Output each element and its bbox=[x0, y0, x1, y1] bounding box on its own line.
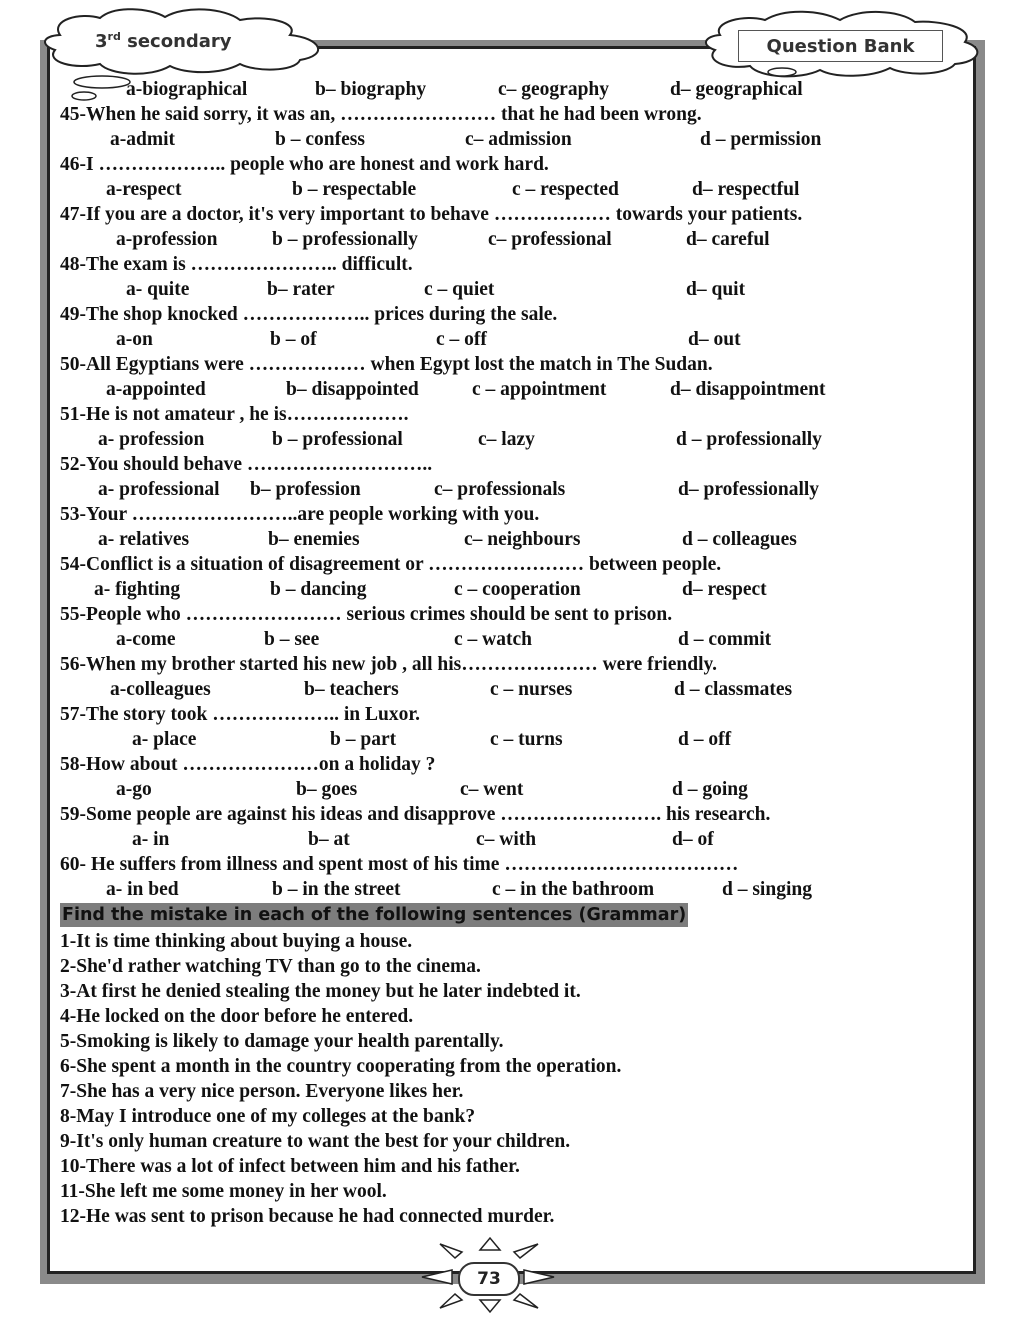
answer-option: b– rater bbox=[267, 279, 335, 300]
options-row bbox=[60, 277, 960, 302]
answer-option: b– goes bbox=[296, 779, 358, 800]
options-row bbox=[60, 727, 960, 752]
answer-option: a- quite bbox=[126, 279, 190, 300]
answer-option: b – professionally bbox=[272, 229, 418, 250]
answer-option: d– geographical bbox=[670, 79, 803, 100]
answer-option: b– profession bbox=[250, 479, 361, 500]
answer-option: b – confess bbox=[275, 129, 365, 150]
answer-option: c– geography bbox=[498, 79, 610, 100]
question-stem: 45-When he said sorry, it was an, …………………… that he had been wrong. bbox=[60, 104, 702, 125]
options-row bbox=[60, 177, 960, 202]
question-stem: 55-People who …………………… serious crimes should be sent to prison. bbox=[60, 604, 673, 625]
answer-option: a-come bbox=[116, 629, 176, 650]
options-row bbox=[60, 127, 960, 152]
answer-option: d – singing bbox=[722, 879, 812, 900]
answer-option: c – watch bbox=[454, 629, 532, 650]
answer-option: c – quiet bbox=[424, 279, 495, 300]
ray-bottom-right bbox=[514, 1294, 538, 1308]
level-label: 3rd secondary bbox=[95, 30, 232, 52]
mistake-sentence: 5-Smoking is likely to damage your health parentally. bbox=[60, 1031, 504, 1052]
ray-top-right bbox=[514, 1244, 538, 1258]
ray-bottom bbox=[480, 1300, 500, 1312]
options-row bbox=[60, 377, 960, 402]
answer-option: a-on bbox=[116, 329, 153, 350]
question-stem: 47-If you are a doctor, it's very important to behave ……………… towards your patients. bbox=[60, 204, 803, 225]
question-stem: 56-When my brother started his new job , all his………………… were friendly. bbox=[60, 654, 718, 675]
cloud-right-puff bbox=[768, 68, 796, 76]
answer-option: d – professionally bbox=[676, 429, 822, 450]
answer-option: a- profession bbox=[98, 429, 205, 450]
answer-option: b – of bbox=[270, 329, 317, 350]
answer-option: d– quit bbox=[686, 279, 746, 300]
answer-option: a-colleagues bbox=[110, 679, 211, 700]
answer-option: c – off bbox=[436, 329, 487, 350]
answer-option: b– biography bbox=[315, 79, 427, 100]
answer-option: a- professional bbox=[98, 479, 220, 500]
answer-option: b – in the street bbox=[272, 879, 401, 900]
options-row bbox=[60, 677, 960, 702]
answer-option: d– respect bbox=[682, 579, 767, 600]
answer-option: a-admit bbox=[110, 129, 175, 150]
ray-top-left bbox=[440, 1244, 462, 1258]
answer-option: a-go bbox=[116, 779, 152, 800]
question-stem: 49-The shop knocked ……………….. prices during the sale. bbox=[60, 304, 558, 325]
answer-option: c– professionals bbox=[434, 479, 566, 500]
options-row bbox=[60, 577, 960, 602]
answer-option: d– out bbox=[688, 329, 741, 350]
answer-option: b – dancing bbox=[270, 579, 367, 600]
page-content bbox=[60, 77, 960, 1229]
answer-option: b– teachers bbox=[304, 679, 399, 700]
section-title-row bbox=[60, 902, 960, 929]
answer-option: b – see bbox=[264, 629, 320, 650]
question-bank-badge: Question Bank bbox=[738, 30, 943, 62]
answer-option: d– respectful bbox=[692, 179, 800, 200]
answer-option: d– professionally bbox=[678, 479, 820, 500]
mistake-list bbox=[60, 929, 960, 1229]
answer-option: a-respect bbox=[106, 179, 182, 200]
answer-option: d – permission bbox=[700, 129, 822, 150]
question-stem: 58-How about …………………on a holiday ? bbox=[60, 754, 436, 775]
answer-option: c – appointment bbox=[472, 379, 607, 400]
answer-option: b – part bbox=[330, 729, 397, 750]
answer-option: c – in the bathroom bbox=[492, 879, 655, 900]
question-stem: 59-Some people are against his ideas and disapprove ……………………. his research. bbox=[60, 804, 771, 825]
ray-top bbox=[480, 1238, 500, 1250]
answer-option: d– careful bbox=[686, 229, 770, 250]
options-row bbox=[60, 77, 960, 102]
answer-option: a- relatives bbox=[98, 529, 190, 550]
mcq-list bbox=[60, 77, 960, 902]
question-stem: 53-Your ……………………..are people working with you. bbox=[60, 504, 540, 525]
question-stem: 54-Conflict is a situation of disagreement or …………………… between people. bbox=[60, 554, 722, 575]
mistake-sentence: 11-She left me some money in her wool. bbox=[60, 1181, 387, 1202]
answer-option: d – off bbox=[678, 729, 732, 750]
answer-option: d – commit bbox=[678, 629, 772, 650]
answer-option: c – respected bbox=[512, 179, 619, 200]
question-stem: 50-All Egyptians were ……………… when Egypt lost the match in The Sudan. bbox=[60, 354, 713, 375]
answer-option: b – respectable bbox=[292, 179, 417, 200]
options-row bbox=[60, 827, 960, 852]
answer-option: b– enemies bbox=[268, 529, 360, 550]
answer-option: c– went bbox=[460, 779, 524, 800]
ray-bottom-left bbox=[440, 1294, 462, 1308]
answer-option: d– disappointment bbox=[670, 379, 826, 400]
answer-option: c– neighbours bbox=[464, 529, 581, 550]
mistake-sentence: 8-May I introduce one of my colleges at the bank? bbox=[60, 1106, 476, 1127]
options-row bbox=[60, 327, 960, 352]
answer-option: a-biographical bbox=[126, 79, 248, 100]
page-number: 73 bbox=[458, 1262, 520, 1296]
answer-option: a- fighting bbox=[94, 579, 181, 600]
answer-option: a- in bed bbox=[106, 879, 179, 900]
section-title: Find the mistake in each of the following sentences (Grammar) bbox=[62, 905, 687, 925]
mistake-sentence: 6-She spent a month in the country cooperating from the operation. bbox=[60, 1056, 622, 1077]
answer-option: c – turns bbox=[490, 729, 563, 750]
mistake-sentence: 3-At first he denied stealing the money but he later indebted it. bbox=[60, 981, 581, 1002]
answer-option: b – professional bbox=[272, 429, 403, 450]
options-row bbox=[60, 227, 960, 252]
mistake-sentence: 10-There was a lot of infect between him and his father. bbox=[60, 1156, 520, 1177]
question-stem: 57-The story took ……………….. in Luxor. bbox=[60, 704, 421, 725]
question-stem: 46-I ……………….. people who are honest and work hard. bbox=[60, 154, 549, 175]
options-row bbox=[60, 777, 960, 802]
answer-option: b– at bbox=[308, 829, 350, 850]
mistake-sentence: 1-It is time thinking about buying a house. bbox=[60, 931, 413, 952]
answer-option: c– with bbox=[476, 829, 537, 850]
mistake-sentence: 4-He locked on the door before he entered. bbox=[60, 1006, 414, 1027]
mistake-sentence: 7-She has a very nice person. Everyone likes her. bbox=[60, 1081, 464, 1102]
question-stem: 60- He suffers from illness and spent most of his time ……………………………… bbox=[60, 854, 739, 875]
ray-right bbox=[524, 1270, 554, 1284]
answer-option: c– admission bbox=[465, 129, 572, 150]
question-stem: 48-The exam is ………………….. difficult. bbox=[60, 254, 413, 275]
answer-option: d – going bbox=[672, 779, 748, 800]
mistake-sentence: 12-He was sent to prison because he had connected murder. bbox=[60, 1206, 555, 1227]
mistake-sentence: 9-It's only human creature to want the best for your children. bbox=[60, 1131, 571, 1152]
answer-option: c – cooperation bbox=[454, 579, 581, 600]
answer-option: b– disappointed bbox=[286, 379, 419, 400]
options-row bbox=[60, 627, 960, 652]
answer-option: a- in bbox=[132, 829, 170, 850]
answer-option: a-profession bbox=[116, 229, 218, 250]
answer-option: d – colleagues bbox=[682, 529, 797, 550]
options-row bbox=[60, 877, 960, 902]
ray-left bbox=[422, 1270, 452, 1284]
answer-option: a- place bbox=[132, 729, 197, 750]
question-stem: 51-He is not amateur , he is………………. bbox=[60, 404, 409, 425]
answer-option: d – classmates bbox=[674, 679, 793, 700]
question-stem: 52-You should behave ……………………….. bbox=[60, 454, 433, 475]
mistake-sentence: 2-She'd rather watching TV than go to the cinema. bbox=[60, 956, 481, 977]
options-row bbox=[60, 427, 960, 452]
options-row bbox=[60, 477, 960, 502]
answer-option: d– of bbox=[672, 829, 714, 850]
answer-option: c– professional bbox=[488, 229, 612, 250]
answer-option: a-appointed bbox=[106, 379, 206, 400]
answer-option: c– lazy bbox=[478, 429, 535, 450]
answer-option: c – nurses bbox=[490, 679, 573, 700]
options-row bbox=[60, 527, 960, 552]
